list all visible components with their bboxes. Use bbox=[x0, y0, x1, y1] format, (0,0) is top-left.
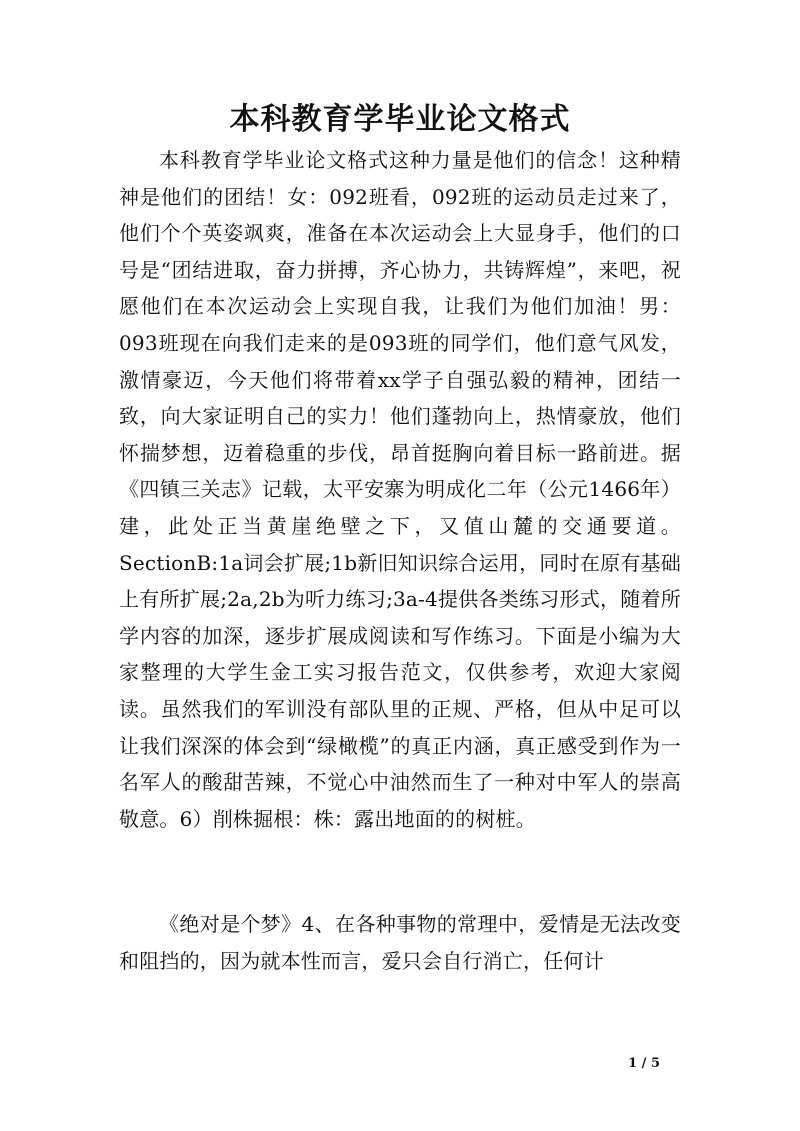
page-number: 1 / 5 bbox=[628, 1056, 660, 1071]
paragraph-1: 本科教育学毕业论文格式这种力量是他们的信念！这种精神是他们的团结！女：092班看，092班的运动员走过来了，他们个个英姿飒爽，准备在本次运动会上大显身手，他们的口号是“团结进取，奋力拼搏，齐心协力，共铸辉煌”，来吧，祝愿他们在本次运动会上实现自我，让我们为他们加油！男：093班现在向我们走来的是093班的同学们，他们意气风发，激情豪迈，今天他们将带着xx学子自强弘毅的精神，团结一致，向大家证明自己的实力！他们蓬勃向上，热情豪放，他们怀揣梦想，迈着稳重的步伐，昂首挺胸向着目标一路前进。据《四镇三关志》记载，太平安寨为明成化二年（公元1466年）建，此处正当黄崖绝壁之下，又值山麓的交通要道。SectionB:1a词会扩展;1b新旧知识综合运用，同时在原有基础上有所扩展;2a,2b为听力练习;3a-4提供各类练习形式，随着所学内容的加深，逐步扩展成阅读和写作练习。下面是小编为大家整理的大学生金工实习报告范文，仅供参考，欢迎大家阅读。虽然我们的军训没有部队里的正规、严格，但从中足可以让我们深深的体会到“绿橄榄”的真正内涵，真正感受到作为一名军人的酸甜苦辣，不觉心中油然而生了一种对中军人的崇高敬意。6）削株掘根：株：露出地面的的树桩。 bbox=[119, 148, 681, 831]
document-body bbox=[119, 142, 681, 979]
document-title: 本科教育学毕业论文格式 bbox=[229, 102, 571, 137]
paragraph-2: 《绝对是个梦》4、在各种事物的常理中，爱情是无法改变和阻挡的，因为就本性而言，爱只会自行消亡，任何计 bbox=[119, 912, 681, 973]
